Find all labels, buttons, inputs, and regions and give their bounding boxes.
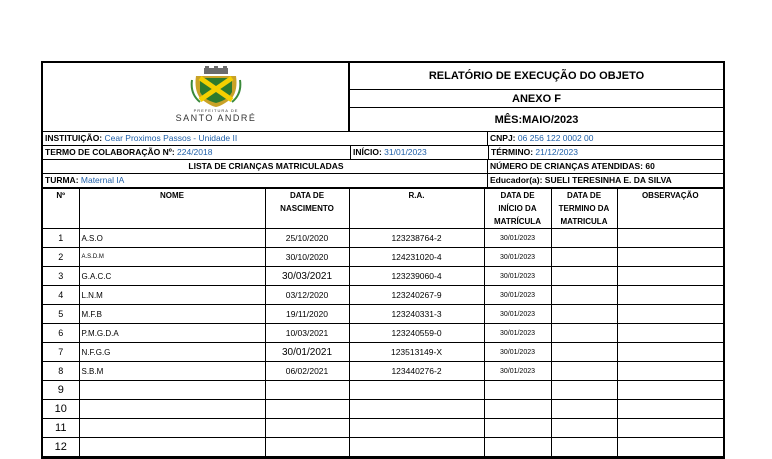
city-crest-icon: [190, 66, 242, 108]
termo-label: TERMO DE COLABORAÇÃO Nº:: [45, 147, 178, 157]
col-nascimento-header: [265, 189, 349, 229]
col-nome-header: NOME: [79, 189, 265, 229]
row-termino-matricula: [551, 286, 617, 305]
col-termino-line3: MATRICULA: [560, 217, 608, 226]
row-ra: 123240331-3: [349, 305, 484, 324]
row-num: 3: [43, 267, 79, 286]
row-inicio-matricula: 30/01/2023: [484, 362, 551, 381]
row-observacao: [617, 267, 723, 286]
termino-cell: [489, 146, 723, 159]
row-nome: A.S.D.M: [79, 248, 265, 267]
row-inicio-matricula: [484, 438, 551, 457]
title-column: [350, 63, 723, 131]
turma-cell: [43, 174, 488, 187]
row-num: 6: [43, 324, 79, 343]
row-termino-matricula: [551, 324, 617, 343]
row-ra: 124231020-4: [349, 248, 484, 267]
row-num: 10: [43, 400, 79, 419]
row-inicio-matricula: [484, 381, 551, 400]
row-observacao: [617, 286, 723, 305]
table-row: [43, 267, 723, 286]
row-nascimento: 10/03/2021: [265, 324, 349, 343]
info-row-instituicao: [43, 132, 723, 146]
row-num: 4: [43, 286, 79, 305]
termo-value: 224/2018: [177, 147, 213, 157]
row-nascimento: [265, 400, 349, 419]
row-termino-matricula: [551, 248, 617, 267]
table-row: [43, 419, 723, 438]
row-inicio-matricula: 30/01/2023: [484, 248, 551, 267]
cnpj-label: CNPJ:: [490, 133, 518, 143]
row-ra: 123239060-4: [349, 267, 484, 286]
row-nome: [79, 400, 265, 419]
col-nascimento-line1: DATA DE: [289, 191, 325, 200]
logo-prefeitura-text: PREFEITURA DE: [193, 108, 239, 113]
row-nascimento: [265, 381, 349, 400]
row-observacao: [617, 324, 723, 343]
row-observacao: [617, 229, 723, 248]
santo-andre-logo: [161, 66, 271, 128]
row-termino-matricula: [551, 305, 617, 324]
inicio-label: INÍCIO:: [353, 147, 385, 157]
row-inicio-matricula: [484, 400, 551, 419]
row-ra: [349, 419, 484, 438]
row-num: 12: [43, 438, 79, 457]
report-title: RELATÓRIO DE EXECUÇÃO DO OBJETO: [350, 63, 723, 90]
table-row: [43, 400, 723, 419]
row-termino-matricula: [551, 381, 617, 400]
row-ra: 123238764-2: [349, 229, 484, 248]
table-row: [43, 324, 723, 343]
row-termino-matricula: [551, 362, 617, 381]
col-termino-line1: DATA DE: [566, 191, 602, 200]
row-ra: 123440276-2: [349, 362, 484, 381]
row-termino-matricula: [551, 267, 617, 286]
col-inicio-line2: INÍCIO DA: [498, 204, 537, 213]
inicio-value: 31/01/2023: [384, 147, 427, 157]
row-observacao: [617, 305, 723, 324]
row-nome: M.F.B: [79, 305, 265, 324]
termo-cell: [43, 146, 351, 159]
row-nome: [79, 381, 265, 400]
row-termino-matricula: [551, 438, 617, 457]
turma-value: Maternal IA: [80, 175, 125, 185]
col-inicio-header: [484, 189, 551, 229]
row-num: 1: [43, 229, 79, 248]
row-observacao: [617, 362, 723, 381]
row-num: 9: [43, 381, 79, 400]
termino-label: TÉRMINO:: [491, 147, 536, 157]
info-row-lista: [43, 160, 723, 174]
row-nome: [79, 438, 265, 457]
instituicao-label: INSTITUIÇÃO:: [45, 133, 105, 143]
row-nascimento: 30/03/2021: [265, 267, 349, 286]
row-nascimento: 06/02/2021: [265, 362, 349, 381]
row-inicio-matricula: 30/01/2023: [484, 324, 551, 343]
col-observacao-header: OBSERVAÇÃO: [617, 189, 723, 229]
inicio-cell: [351, 146, 489, 159]
table-row: [43, 248, 723, 267]
col-inicio-line1: DATA DE: [500, 191, 535, 200]
row-nascimento: 30/10/2020: [265, 248, 349, 267]
numero-criancas-label: NÚMERO DE CRIANÇAS ATENDIDAS: 60: [490, 161, 655, 171]
col-ra-header: R.A.: [349, 189, 484, 229]
educador-label: Educador(a): SUELI TERESINHA E. DA SILVA: [490, 175, 672, 185]
table-row: [43, 229, 723, 248]
row-nascimento: [265, 419, 349, 438]
row-num: 2: [43, 248, 79, 267]
col-nascimento-line2: NASCIMENTO: [280, 204, 334, 213]
row-inicio-matricula: 30/01/2023: [484, 343, 551, 362]
report-header: [43, 63, 723, 132]
row-num: 7: [43, 343, 79, 362]
row-observacao: [617, 438, 723, 457]
cnpj-cell: [488, 132, 723, 145]
row-termino-matricula: [551, 229, 617, 248]
cnpj-value: 06 256 122 0002 00: [517, 133, 594, 143]
instituicao-value: Cear Proximos Passos - Unidade II: [104, 133, 238, 143]
table-header-row: [43, 189, 723, 229]
children-table: [43, 188, 723, 457]
lista-label: LISTA DE CRIANÇAS MATRICULADAS: [43, 160, 488, 173]
table-row: [43, 381, 723, 400]
row-observacao: [617, 343, 723, 362]
info-row-termo: [43, 146, 723, 160]
col-termino-line2: TERMINO DA: [558, 204, 610, 213]
info-row-turma: [43, 174, 723, 188]
row-nome: [79, 419, 265, 438]
row-ra: [349, 381, 484, 400]
row-nome: P.M.G.D.A: [79, 324, 265, 343]
row-inicio-matricula: 30/01/2023: [484, 305, 551, 324]
report-sheet: [41, 61, 725, 459]
table-row: [43, 438, 723, 457]
row-termino-matricula: [551, 419, 617, 438]
instituicao-cell: [43, 132, 488, 145]
row-inicio-matricula: 30/01/2023: [484, 267, 551, 286]
row-inicio-matricula: [484, 419, 551, 438]
row-nascimento: 30/01/2021: [265, 343, 349, 362]
row-nascimento: 03/12/2020: [265, 286, 349, 305]
row-termino-matricula: [551, 400, 617, 419]
row-observacao: [617, 400, 723, 419]
row-nome: S.B.M: [79, 362, 265, 381]
row-inicio-matricula: 30/01/2023: [484, 286, 551, 305]
table-row: [43, 305, 723, 324]
row-inicio-matricula: 30/01/2023: [484, 229, 551, 248]
row-ra: [349, 400, 484, 419]
row-nascimento: 19/11/2020: [265, 305, 349, 324]
row-observacao: [617, 381, 723, 400]
logo-cell: [43, 63, 350, 131]
row-ra: [349, 438, 484, 457]
row-nascimento: 25/10/2020: [265, 229, 349, 248]
row-observacao: [617, 419, 723, 438]
row-ra: 123240559-0: [349, 324, 484, 343]
table-row: [43, 362, 723, 381]
row-num: 11: [43, 419, 79, 438]
termino-value: 21/12/2023: [535, 147, 578, 157]
col-termino-header: [551, 189, 617, 229]
row-observacao: [617, 248, 723, 267]
table-row: [43, 343, 723, 362]
row-nome: N.F.G.G: [79, 343, 265, 362]
turma-label: TURMA:: [45, 175, 81, 185]
row-nome: A.S.O: [79, 229, 265, 248]
table-row: [43, 286, 723, 305]
row-nascimento: [265, 438, 349, 457]
logo-city-text: SANTO ANDRÉ: [175, 113, 257, 123]
month-label: MÊS:MAIO/2023: [494, 113, 579, 126]
col-inicio-line3: MATRÍCULA: [494, 217, 541, 226]
row-nome: G.A.C.C: [79, 267, 265, 286]
annex-label: ANEXO F: [350, 90, 723, 108]
row-termino-matricula: [551, 343, 617, 362]
col-num-header: Nº: [43, 189, 79, 229]
row-ra: 123513149-X: [349, 343, 484, 362]
row-nome: L.N.M: [79, 286, 265, 305]
row-ra: 123240267-9: [349, 286, 484, 305]
row-num: 8: [43, 362, 79, 381]
row-num: 5: [43, 305, 79, 324]
